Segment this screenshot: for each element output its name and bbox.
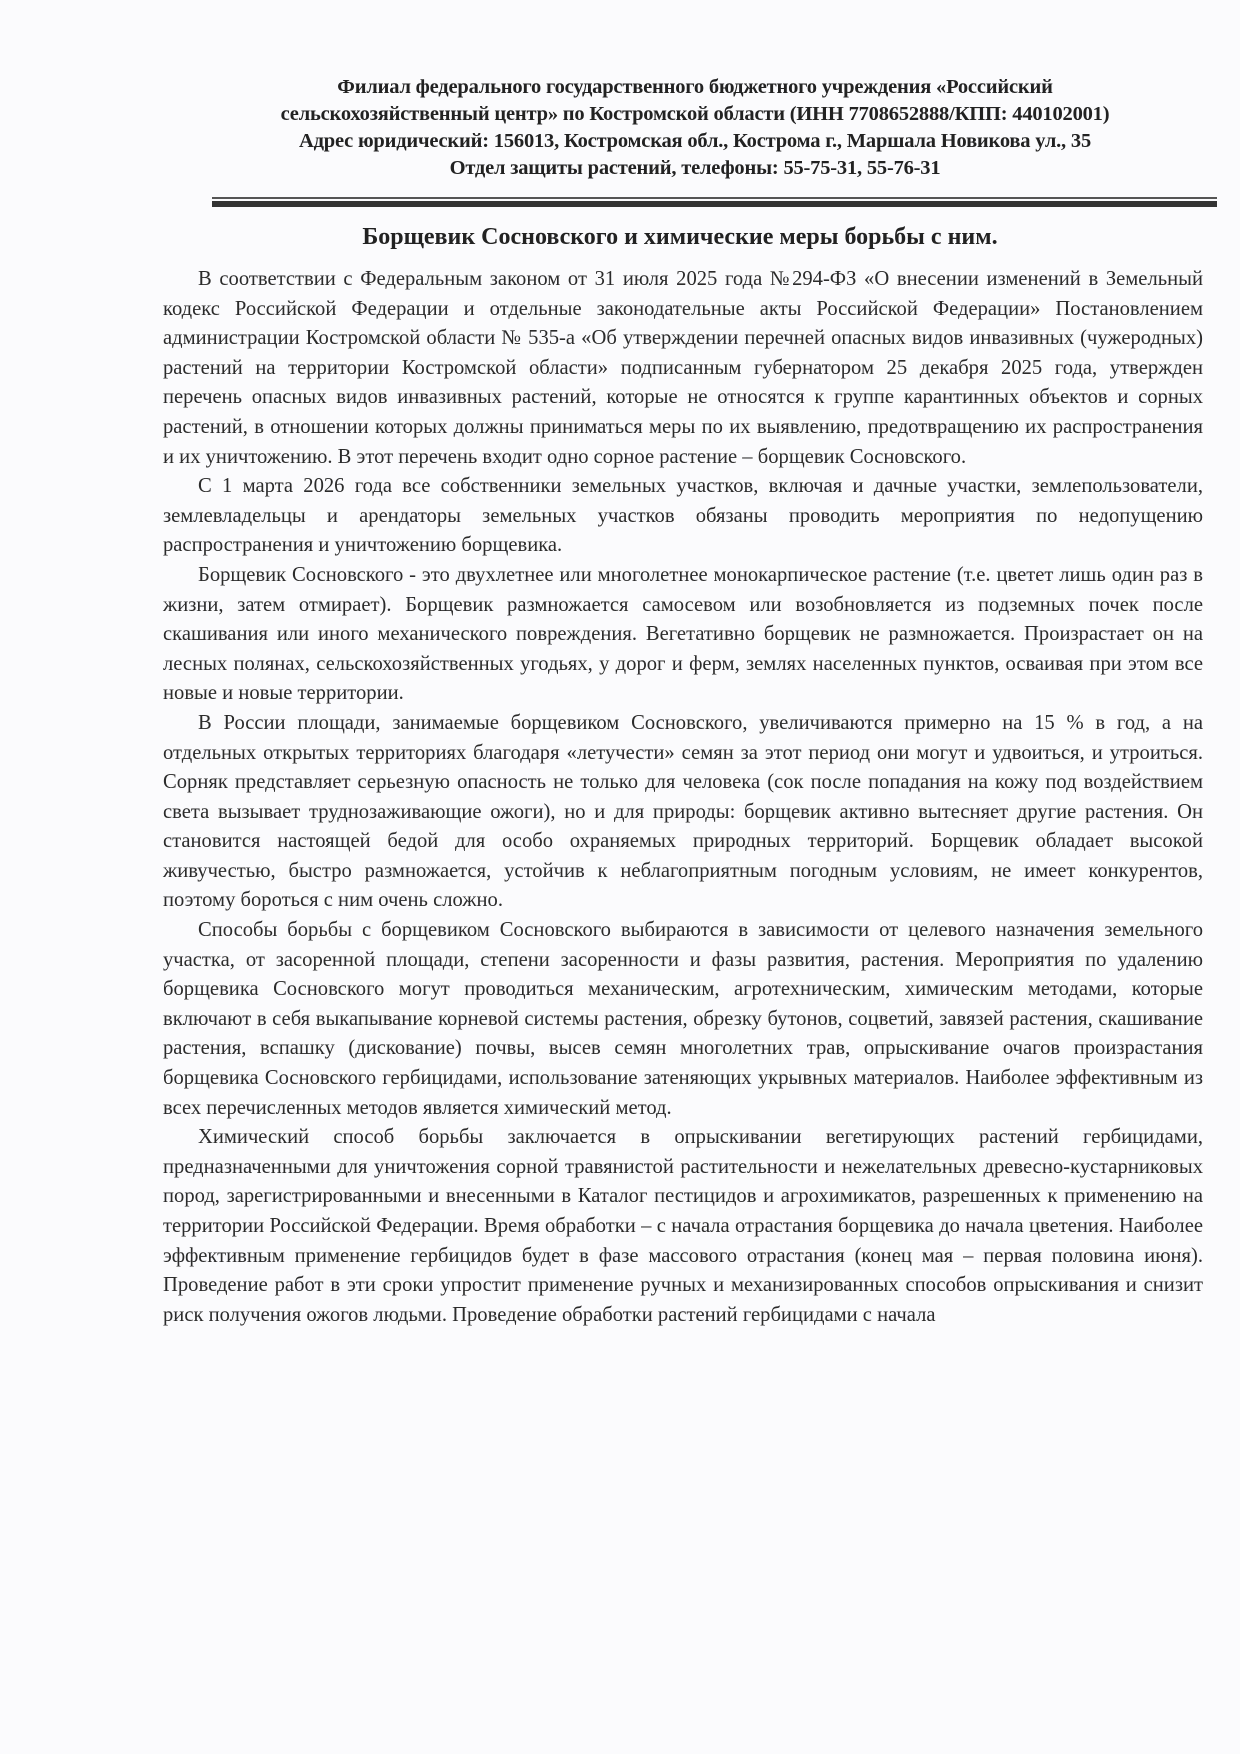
document-title: Борщевик Сосновского и химические меры борьбы с ним. xyxy=(362,224,998,250)
letterhead-department-phones: Отдел защиты растений, телефоны: 55-75-31, 55-76-31 xyxy=(449,157,941,179)
paragraph-chemical-method: Химический способ борьбы заключается в опрыскивании вегетирующих растений гербицидами, предназначенными для уничтожения сорной травянистой растительности и нежелательных древесно-кустарниковых пород, зарегистрированными и внесенными в Каталог пестицидов и агрохимикатов, разрешенных к применению на территории Российской Федерации. Время обработки – с начала отрастания борщевика до начала цветения. Наиболее эффективным применение гербицидов будет в фазе массового отрастания (конец мая – первая половина июня). Проведение работ в эти сроки упростит применение ручных и механизированных способов опрыскивания и снизит риск получения ожогов людьми. Проведение обработки растений гербицидами с начала xyxy=(163,1126,1203,1326)
document-body xyxy=(163,265,1203,1330)
paragraph-control-methods: Способы борьбы с борщевиком Сосновского выбираются в зависимости от целевого назначения земельного участка, от засоренной площади, степени засоренности и фазы развития, растения. Мероприятия по удалению борщевика Сосновского могут проводиться механическим, агротехническим, химическим методами, которые включают в себя выкапывание корневой системы растения, обрезку бутонов, соцветий, завязей растения, скашивание растения, вспашку (дискование) почвы, высев семян многолетних трав, опрыскивание очагов произрастания борщевика Сосновского гербицидами, использование затеняющих укрывных материалов. Наиболее эффективным из всех перечисленных методов является химический метод. xyxy=(163,919,1203,1119)
paragraph-plant-description: Борщевик Сосновского - это двухлетнее или многолетнее монокарпическое растение (т.е. цветет лишь один раз в жизни, затем отмирает). Борщевик размножается самосевом или возобновляется из подземных почек после скашивания или иного механического повреждения. Вегетативно борщевик не размножается. Произрастает он на лесных полянах, сельскохозяйственных угодьях, у дорог и ферм, землях населенных пунктов, осваивая при этом все новые и новые территории. xyxy=(163,563,1203,705)
letterhead xyxy=(190,74,1200,182)
paragraph-legal-basis: В соответствии с Федеральным законом от 31 июля 2025 года №294-ФЗ «О внесении изменений в Земельный кодекс Российской Федерации и отдельные законодательные акты Российской Федерации» Постановлением администрации Костромской области № 535-а «Об утверждении перечней опасных видов инвазивных (чужеродных) растений на территории Костромской области» подписанным губернатором 25 декабря 2025 года, утвержден перечень опасных видов инвазивных растений, которые не относятся к группе карантинных объектов и сорных растений, в отношении которых должны приниматься меры по их выявлению, предотвращению их распространения и их уничтожению. В этот перечень входит одно сорное растение – борщевик Сосновского. xyxy=(163,268,1203,468)
paragraph-obligations: С 1 марта 2026 года все собственники земельных участков, включая и дачные участки, землепользователи, землевладельцы и арендаторы земельных участков обязаны проводить мероприятия по недопущению распространения и уничтожению борщевика. xyxy=(163,475,1203,557)
letterhead-org-line-1: Филиал федерального государственного бюджетного учреждения «Российский xyxy=(337,76,1053,98)
letterhead-address: Адрес юридический: 156013, Костромская обл., Кострома г., Маршала Новикова ул., 35 xyxy=(299,130,1091,152)
letterhead-org-line-2: сельскохозяйственный центр» по Костромской области (ИНН 7708652888/КПП: 440102001) xyxy=(280,103,1110,125)
divider-thick-line xyxy=(212,201,1217,207)
divider-thin-line xyxy=(212,197,1217,199)
paragraph-spread-danger: В России площади, занимаемые борщевиком Сосновского, увеличиваются примерно на 15 % в год, а на отдельных открытых территориях благодаря «летучести» семян за этот период они могут и удвоиться, и утроиться. Сорняк представляет серьезную опасность не только для человека (сок после попадания на кожу под воздействием света вызывает трудн​озаживающие ожоги), но и для природы: борщевик активно вытесняет другие растения. Он становится настоящей бедой для особо охраняемых природных территорий. Борщевик обладает высокой живучестью, быстро размножается, устойчив к неблагоприятным погодным условиям, не имеет конкурентов, поэтому бороться с ним очень сложно. xyxy=(163,711,1203,912)
